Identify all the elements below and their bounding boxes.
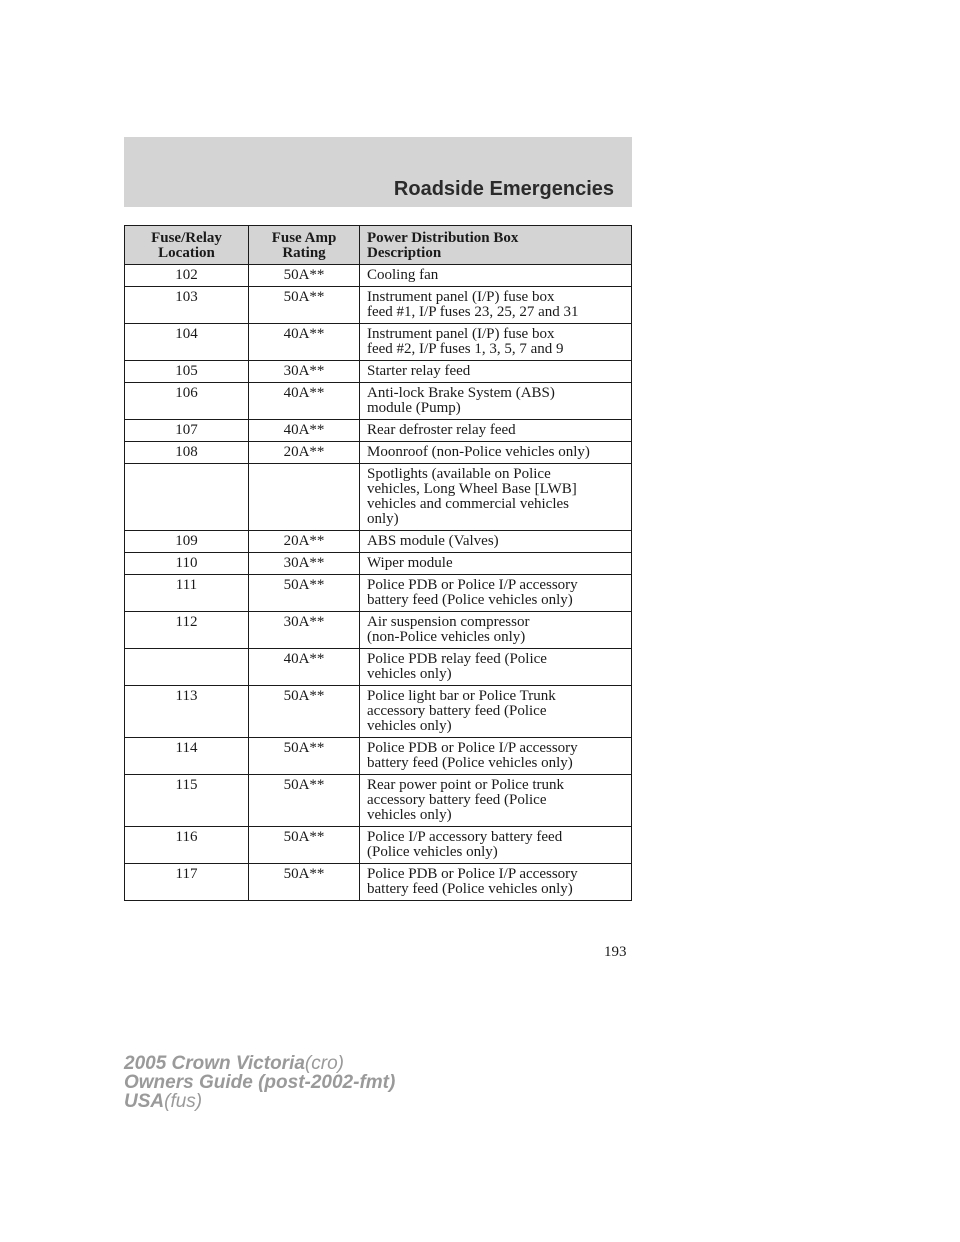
fuse-table-body [125, 265, 632, 901]
table-row [125, 738, 632, 775]
fuse-location: 104 [125, 324, 249, 361]
fuse-amp-rating: 30A** [249, 361, 360, 383]
fuse-description-line: module (Pump) [367, 400, 461, 416]
table-row [125, 575, 632, 612]
fuse-description-line: Police PDB or Police I/P accessory [367, 577, 578, 593]
fuse-amp-rating: 50A** [249, 775, 360, 827]
fuse-description-line: Instrument panel (I/P) fuse box [367, 289, 555, 305]
fuse-description-line: Police light bar or Police Trunk [367, 688, 556, 704]
table-row [125, 442, 632, 464]
footer-line-1 [124, 1054, 395, 1073]
fuse-amp-rating: 40A** [249, 383, 360, 420]
fuse-description [360, 361, 632, 383]
fuse-location: 105 [125, 361, 249, 383]
fuse-description-line: Police I/P accessory battery feed [367, 829, 563, 845]
fuse-description-line: Starter relay feed [367, 363, 471, 379]
fuse-amp-rating: 20A** [249, 442, 360, 464]
fuse-amp-rating: 40A** [249, 420, 360, 442]
fuse-location: 116 [125, 827, 249, 864]
fuse-amp-rating: 50A** [249, 287, 360, 324]
fuse-location [125, 464, 249, 531]
fuse-description-line: vehicles, Long Wheel Base [LWB] [367, 481, 577, 497]
fuse-description [360, 287, 632, 324]
fuse-description-line: battery feed (Police vehicles only) [367, 881, 573, 897]
fuse-description-line: vehicles only) [367, 807, 452, 823]
table-row [125, 864, 632, 901]
header-amp-rating [249, 226, 360, 265]
table-row [125, 265, 632, 287]
footer-market: USA [124, 1091, 165, 1112]
header-amp-line2: Rating [282, 245, 326, 261]
fuse-description [360, 686, 632, 738]
fuse-description-line: only) [367, 511, 399, 527]
fuse-location: 112 [125, 612, 249, 649]
fuse-description-line: accessory battery feed (Police [367, 792, 547, 808]
fuse-amp-rating: 30A** [249, 612, 360, 649]
table-row [125, 612, 632, 649]
fuse-amp-rating: 40A** [249, 649, 360, 686]
fuse-description-line: Air suspension compressor [367, 614, 530, 630]
fuse-amp-rating: 50A** [249, 575, 360, 612]
fuse-amp-rating: 50A** [249, 864, 360, 901]
fuse-description-line: Wiper module [367, 555, 453, 571]
table-row [125, 383, 632, 420]
fuse-location [125, 649, 249, 686]
table-row [125, 420, 632, 442]
fuse-description-line: vehicles only) [367, 666, 452, 682]
fuse-location: 117 [125, 864, 249, 901]
header-location-line2: Location [158, 245, 215, 261]
fuse-description [360, 612, 632, 649]
fuse-description [360, 531, 632, 553]
table-row [125, 686, 632, 738]
fuse-location: 103 [125, 287, 249, 324]
header-desc-line2: Description [367, 245, 442, 261]
page-number: 193 [604, 944, 627, 960]
footer-line-3 [124, 1092, 395, 1111]
fuse-description [360, 442, 632, 464]
table-row [125, 361, 632, 383]
fuse-location: 111 [125, 575, 249, 612]
fuse-description-line: vehicles and commercial vehicles [367, 496, 569, 512]
fuse-description [360, 575, 632, 612]
fuse-description [360, 864, 632, 901]
fuse-amp-rating [249, 464, 360, 531]
fuse-description-line: feed #2, I/P fuses 1, 3, 5, 7 and 9 [367, 341, 564, 357]
table-row [125, 464, 632, 531]
fuse-description-line: Police PDB or Police I/P accessory [367, 740, 578, 756]
fuse-location: 114 [125, 738, 249, 775]
fuse-amp-rating: 50A** [249, 686, 360, 738]
fuse-description [360, 265, 632, 287]
fuse-description-line: Police PDB or Police I/P accessory [367, 866, 578, 882]
footer-guide: Owners Guide (post-2002-fmt) [124, 1072, 396, 1093]
fuse-description-line: vehicles only) [367, 718, 452, 734]
fuse-description-line: Anti-lock Brake System (ABS) [367, 385, 555, 401]
fuse-description-line: Cooling fan [367, 267, 439, 283]
fuse-description [360, 738, 632, 775]
header-amp-line1: Fuse Amp [271, 230, 337, 246]
fuse-table [124, 225, 632, 901]
fuse-description [360, 649, 632, 686]
fuse-amp-rating: 30A** [249, 553, 360, 575]
table-row [125, 324, 632, 361]
header-location-line1: Fuse/Relay [151, 230, 222, 246]
fuse-description-line: Moonroof (non-Police vehicles only) [367, 444, 590, 460]
header-location [125, 226, 249, 265]
fuse-description-line: Instrument panel (I/P) fuse box [367, 326, 555, 342]
fuse-amp-rating: 50A** [249, 738, 360, 775]
fuse-location: 108 [125, 442, 249, 464]
footer-line-2 [124, 1073, 395, 1092]
fuse-description-line: feed #1, I/P fuses 23, 25, 27 and 31 [367, 304, 579, 320]
fuse-description-line: accessory battery feed (Police [367, 703, 547, 719]
footer-model-code: (cro) [304, 1053, 344, 1074]
table-row [125, 553, 632, 575]
fuse-description [360, 383, 632, 420]
section-title: Roadside Emergencies [393, 178, 614, 200]
table-row [125, 649, 632, 686]
fuse-description-line: Spotlights (available on Police [367, 466, 551, 482]
table-row [125, 531, 632, 553]
table-row [125, 827, 632, 864]
fuse-location: 110 [125, 553, 249, 575]
fuse-description-line: battery feed (Police vehicles only) [367, 592, 573, 608]
fuse-location: 109 [125, 531, 249, 553]
fuse-description [360, 420, 632, 442]
fuse-location: 102 [125, 265, 249, 287]
fuse-description-line: Police PDB relay feed (Police [367, 651, 547, 667]
fuse-description-line: Rear power point or Police trunk [367, 777, 565, 793]
fuse-description-line: (non-Police vehicles only) [367, 629, 526, 645]
header-description [360, 226, 632, 265]
fuse-location: 115 [125, 775, 249, 827]
fuse-description-line: battery feed (Police vehicles only) [367, 755, 573, 771]
fuse-description-line: Rear defroster relay feed [367, 422, 516, 438]
fuse-description-line: ABS module (Valves) [367, 533, 499, 549]
table-header-row [125, 226, 632, 265]
fuse-amp-rating: 20A** [249, 531, 360, 553]
fuse-location: 107 [125, 420, 249, 442]
header-desc-line1: Power Distribution Box [367, 230, 519, 246]
fuse-amp-rating: 40A** [249, 324, 360, 361]
table-row [125, 775, 632, 827]
fuse-description [360, 324, 632, 361]
fuse-description [360, 464, 632, 531]
fuse-location: 113 [125, 686, 249, 738]
section-header-band [124, 137, 632, 207]
fuse-description [360, 775, 632, 827]
fuse-amp-rating: 50A** [249, 265, 360, 287]
footer-model: 2005 Crown Victoria [124, 1053, 305, 1074]
table-row [125, 287, 632, 324]
fuse-description [360, 827, 632, 864]
fuse-amp-rating: 50A** [249, 827, 360, 864]
fuse-description [360, 553, 632, 575]
fuse-location: 106 [125, 383, 249, 420]
document-footer [124, 1054, 395, 1111]
fuse-description-line: (Police vehicles only) [367, 844, 498, 860]
footer-market-code: (fus) [164, 1091, 203, 1112]
